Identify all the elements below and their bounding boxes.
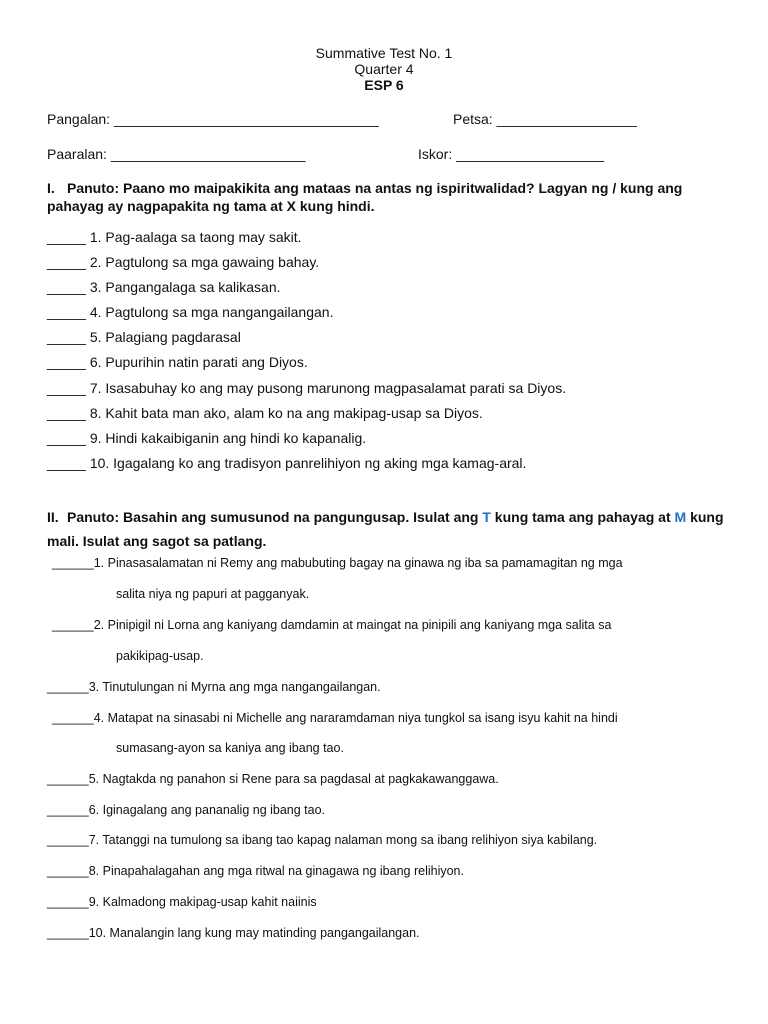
- true-letter: T: [482, 509, 491, 525]
- section2-item[interactable]: ______3. Tinutulungan ni Myrna ang mga nangangailangan.: [47, 680, 381, 694]
- test-title: Summative Test No. 1: [315, 45, 453, 61]
- section1-item[interactable]: _____ 8. Kahit bata man ako, alam ko na ang makipag-usap sa Diyos.: [47, 405, 483, 421]
- petsa-field[interactable]: Petsa: __________________: [453, 111, 637, 127]
- section2-instruction: [47, 505, 737, 553]
- section1-item[interactable]: _____ 10. Igagalang ko ang tradisyon panrelihiyon ng aking mga kamag-aral.: [47, 455, 527, 471]
- section1-item[interactable]: _____ 1. Pag-aalaga sa taong may sakit.: [47, 229, 302, 245]
- section1-instruction: [47, 179, 737, 215]
- section2-item[interactable]: ______6. Iginagalang ang pananalig ng ibang tao.: [47, 803, 326, 817]
- section1-item[interactable]: _____ 3. Pangangalaga sa kalikasan.: [47, 279, 281, 295]
- section1-item[interactable]: _____ 5. Palagiang pagdarasal: [47, 329, 241, 345]
- section2-instruction-part-c: kung mali. Isulat ang sagot sa patlang.: [47, 509, 724, 549]
- section2-item[interactable]: ______5. Nagtakda ng panahon si Rene para sa pagdasal at pagkakawanggawa.: [47, 772, 499, 786]
- subject-label: ESP 6: [364, 77, 404, 93]
- section1-number: I.: [47, 180, 55, 196]
- quarter-label: Quarter 4: [354, 61, 414, 77]
- section1-item[interactable]: _____ 2. Pagtulong sa mga gawaing bahay.: [47, 254, 320, 270]
- section2-item[interactable]: ______10. Manalangin lang kung may matinding pangangailangan.: [47, 926, 420, 940]
- section2-item[interactable]: ______1. Pinasasalamatan ni Remy ang mabubuting bagay na ginawa ng iba sa pamamagitan ng mga: [52, 556, 623, 570]
- section2-instruction-part-a: Panuto: Basahin ang sumusunod na pangungusap. Isulat ang: [67, 509, 483, 525]
- section1-item[interactable]: _____ 4. Pagtulong sa mga nangangailangan.: [47, 304, 334, 320]
- section2-item[interactable]: ______9. Kalmadong makipag-usap kahit naiinis: [47, 895, 317, 909]
- section1-instruction-text: Panuto: Paano mo maipakikita ang mataas na antas ng ispiritwalidad? Lagyan ng / kung ang pahayag ay nagpapakita ng tama at X kung hindi.: [47, 180, 683, 214]
- section1-item[interactable]: _____ 7. Isasabuhay ko ang may pusong marunong magpasalamat parati sa Diyos.: [47, 380, 567, 396]
- section2-item[interactable]: ______2. Pinipigil ni Lorna ang kaniyang damdamin at maingat na pinipili ang kaniyang mga salita sa: [52, 618, 612, 632]
- section1-item[interactable]: _____ 6. Pupurihin natin parati ang Diyos.: [47, 354, 308, 370]
- iskor-field[interactable]: Iskor: ___________________: [418, 146, 605, 162]
- false-letter: M: [674, 509, 687, 525]
- section2-instruction-part-b: kung tama ang pahayag at: [490, 509, 675, 525]
- section2-item-continuation: pakikipag-usap.: [116, 649, 204, 663]
- section1-item[interactable]: _____ 9. Hindi kakaibiganin ang hindi ko kapanalig.: [47, 430, 367, 446]
- section2-item[interactable]: ______7. Tatanggi na tumulong sa ibang tao kapag nalaman mong sa ibang relihiyon siya kabilang.: [47, 833, 598, 847]
- section2-number: II.: [47, 509, 59, 525]
- section2-item[interactable]: ______8. Pinapahalagahan ang mga ritwal na ginagawa ng ibang relihiyon.: [47, 864, 464, 878]
- paaralan-field[interactable]: Paaralan: _________________________: [47, 146, 306, 162]
- pangalan-field[interactable]: Pangalan: __________________________________: [47, 111, 379, 127]
- section2-item-continuation: salita niya ng papuri at pagganyak.: [116, 587, 310, 601]
- section2-item[interactable]: ______4. Matapat na sinasabi ni Michelle ang nararamdaman niya tungkol sa isang isyu kahit na hindi: [52, 711, 618, 725]
- section2-item-continuation: sumasang-ayon sa kaniya ang ibang tao.: [116, 741, 344, 755]
